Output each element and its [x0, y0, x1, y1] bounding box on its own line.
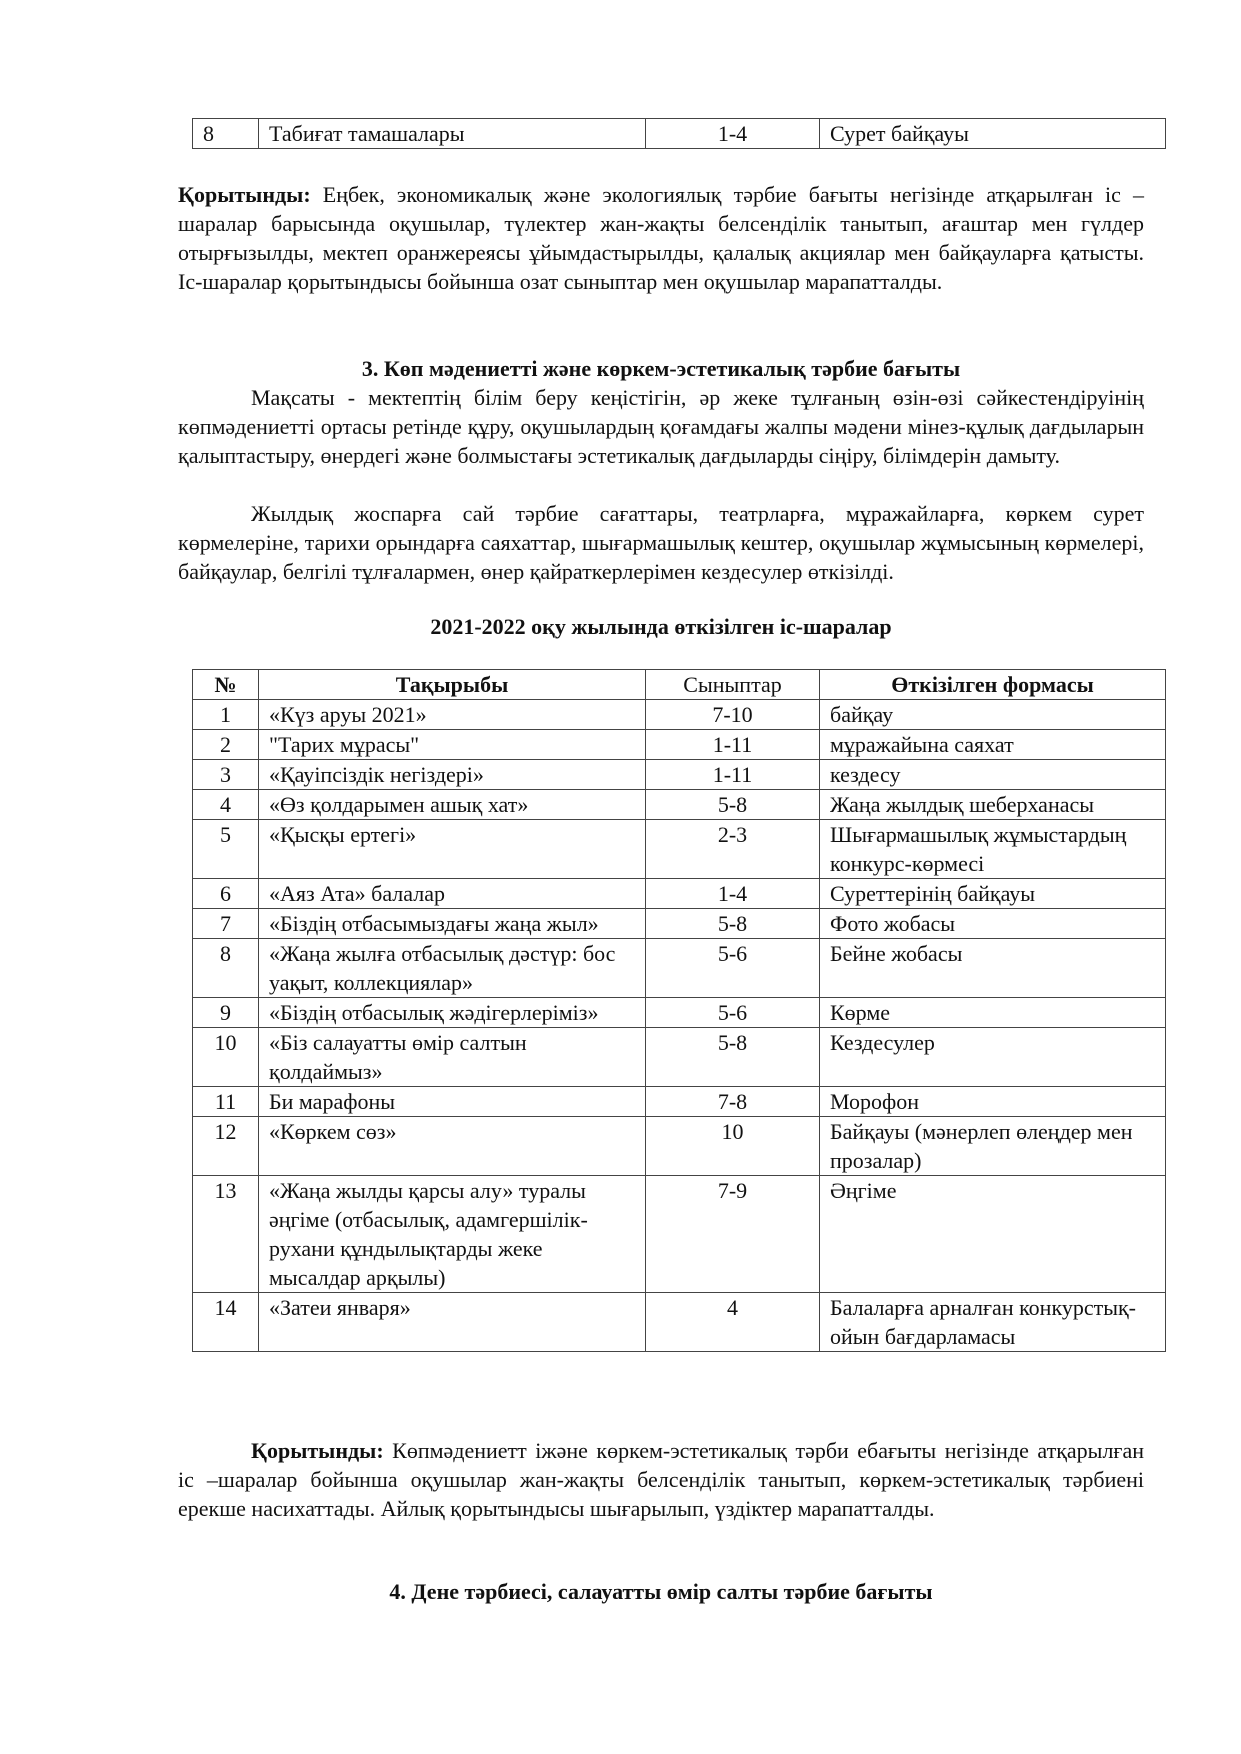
row-form: байқау	[820, 700, 1166, 730]
events-table-body	[193, 700, 1166, 1352]
section-3-heading: 3. Көп мәдениетті және көркем-эстетикалық тәрбие бағыты	[361, 356, 961, 381]
header-number: №	[193, 670, 259, 700]
row-topic: «Көркем сөз»	[259, 1117, 646, 1176]
row-grades: 5-6	[646, 939, 820, 998]
section-4-heading: 4. Дене тәрбиесі, салауатты өмір салты тәрбие бағыты	[389, 1579, 933, 1604]
row-topic: «Қысқы ертегі»	[259, 820, 646, 879]
row-topic: «Затеи января»	[259, 1293, 646, 1352]
table-row	[193, 790, 1166, 820]
header-form: Өткізілген формасы	[820, 670, 1166, 700]
row-topic: Би марафоны	[259, 1087, 646, 1117]
header-grades: Сыныптар	[646, 670, 820, 700]
row-grades: 5-8	[646, 1028, 820, 1087]
table-header-row	[193, 670, 1166, 700]
row-number: 14	[193, 1293, 259, 1352]
row-topic: «Күз аруы 2021»	[259, 700, 646, 730]
conclusion-paragraph-1	[178, 180, 1144, 296]
row-number: 9	[193, 998, 259, 1028]
row-form: Шығармашылық жұмыстардың конкурс-көрмесі	[820, 820, 1166, 879]
conclusion-label: Қорытынды:	[251, 1438, 384, 1463]
events-table-title: 2021-2022 оқу жылында өткізілген іс-шаралар	[430, 614, 892, 639]
row-form: Фото жобасы	[820, 909, 1166, 939]
row-form: Жаңа жылдық шеберханасы	[820, 790, 1166, 820]
row-topic: «Жаңа жылды қарсы алу» туралы әңгіме (отбасылық, адамгершілік-рухани құндылықтарды жеке мысалдар арқылы)	[259, 1176, 646, 1293]
row-number: 8	[193, 939, 259, 998]
row-form: Морофон	[820, 1087, 1166, 1117]
row-number: 4	[193, 790, 259, 820]
table-row	[193, 820, 1166, 879]
row-topic: «Жаңа жылға отбасылық дәстүр: бос уақыт, коллекциялар»	[259, 939, 646, 998]
row-form: кездесу	[820, 760, 1166, 790]
table-row	[193, 909, 1166, 939]
row-form: мұражайына саяхат	[820, 730, 1166, 760]
row-grades: 1-11	[646, 730, 820, 760]
row-form: Сурет байқауы	[820, 119, 1166, 149]
table-row	[193, 1176, 1166, 1293]
row-form: Бейне жобасы	[820, 939, 1166, 998]
table-row	[193, 1117, 1166, 1176]
conclusion-text: Еңбек, экономикалық және экологиялық тәрбие бағыты негізінде атқарылған іс –шаралар барысында оқушылар, түлектер жан-жақты белсенділік танытып, ағаштар мен гүлдер отырғызылды, мектеп оранжереясы ұйымдастырылды, қалалық акциялар мен байқауларға қатысты. Іс-шаралар қорытындысы бойынша озат сыныптар мен оқушылар марапатталды.	[178, 182, 1144, 294]
row-grades: 5-8	[646, 790, 820, 820]
row-number: 8	[193, 119, 259, 149]
row-number: 5	[193, 820, 259, 879]
row-grades: 5-6	[646, 998, 820, 1028]
section-3-paragraph-2: Жылдық жоспарға сай тәрбие сағаттары, театрларға, мұражайларға, көркем сурет көрмелеріне, тарихи орындарға саяхаттар, шығармашылық кештер, оқушылар жұмысының көрмелері, байқаулар, белгілі тұлғалармен, өнер қайраткерлерімен кездесулер өткізілді.	[178, 501, 1144, 584]
row-topic: «Аяз Ата» балалар	[259, 879, 646, 909]
table-row	[193, 760, 1166, 790]
table-row	[193, 1087, 1166, 1117]
events-table	[192, 669, 1166, 1352]
row-topic: «Біздің отбасылық жәдігерлеріміз»	[259, 998, 646, 1028]
row-number: 10	[193, 1028, 259, 1087]
row-form: Байқауы (мәнерлеп өлеңдер мен прозалар)	[820, 1117, 1166, 1176]
row-number: 12	[193, 1117, 259, 1176]
conclusion-text: Көпмәдениетт іжәне көркем-эстетикалық тәрби ебағыты негізінде атқарылған іс –шаралар бойынша оқушылар жан-жақты белсенділік танытып, көркем-эстетикалық тәрбиені ерекше насихаттады. Айлық қорытындысы шығарылып, үздіктер марапатталды.	[178, 1438, 1144, 1521]
conclusion-label: Қорытынды:	[178, 182, 311, 207]
row-topic: «Өз қолдарымен ашық хат»	[259, 790, 646, 820]
row-grades: 7-9	[646, 1176, 820, 1293]
row-form: Суреттерінің байқауы	[820, 879, 1166, 909]
row-number: 1	[193, 700, 259, 730]
row-topic: «Біз салауатты өмір салтын қолдаймыз»	[259, 1028, 646, 1087]
row-grades: 10	[646, 1117, 820, 1176]
row-topic: «Қауіпсіздік негіздері»	[259, 760, 646, 790]
row-grades: 1-11	[646, 760, 820, 790]
row-number: 7	[193, 909, 259, 939]
table-row	[193, 939, 1166, 998]
table-row	[193, 119, 1166, 149]
row-grades: 7-10	[646, 700, 820, 730]
row-grades: 7-8	[646, 1087, 820, 1117]
row-grades: 5-8	[646, 909, 820, 939]
row-grades: 4	[646, 1293, 820, 1352]
row-topic: «Біздің отбасымыздағы жаңа жыл»	[259, 909, 646, 939]
row-number: 6	[193, 879, 259, 909]
row-grades: 2-3	[646, 820, 820, 879]
header-topic: Тақырыбы	[259, 670, 646, 700]
conclusion-paragraph-2	[178, 1436, 1144, 1523]
table-row	[193, 1028, 1166, 1087]
row-form: Әңгіме	[820, 1176, 1166, 1293]
table-row	[193, 998, 1166, 1028]
row-grades: 1-4	[646, 879, 820, 909]
row-number: 2	[193, 730, 259, 760]
table-row	[193, 879, 1166, 909]
table-row	[193, 700, 1166, 730]
row-number: 13	[193, 1176, 259, 1293]
previous-table	[192, 118, 1166, 149]
table-row	[193, 1293, 1166, 1352]
row-grades: 1-4	[646, 119, 820, 149]
row-form: Кездесулер	[820, 1028, 1166, 1087]
section-3-paragraph-1: Мақсаты - мектептің білім беру кеңістігін, әр жеке тұлғаның өзін-өзі сәйкестендіруінің көпмәдениетті ортасы ретінде құру, оқушылардың қоғамдағы жалпы мәдени мінез-құлық дағдыларын қалыптастыру, өнердегі және болмыстағы эстетикалық дағдыларды сіңіру, білімдерін дамыту.	[178, 385, 1144, 468]
row-form: Көрме	[820, 998, 1166, 1028]
row-form: Балаларға арналған конкурстық-ойын бағдарламасы	[820, 1293, 1166, 1352]
row-topic: "Тарих мұрасы"	[259, 730, 646, 760]
row-topic: Табиғат тамашалары	[259, 119, 646, 149]
row-number: 3	[193, 760, 259, 790]
table-row	[193, 730, 1166, 760]
row-number: 11	[193, 1087, 259, 1117]
